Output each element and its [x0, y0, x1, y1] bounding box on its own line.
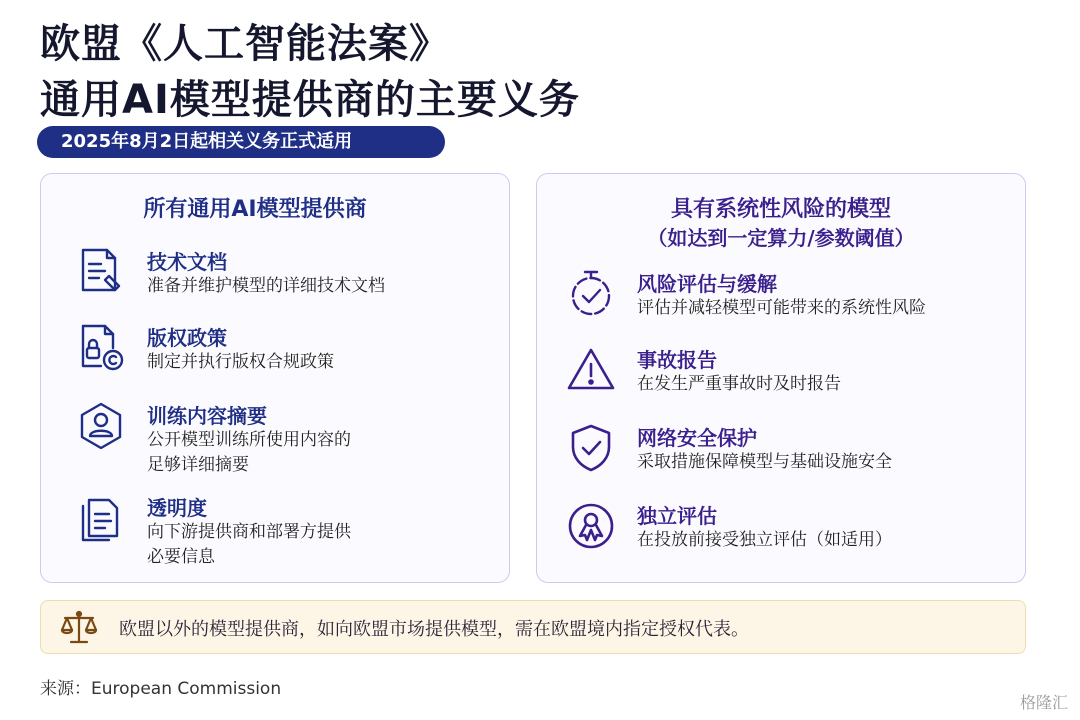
- obligation-title: 技术文档: [147, 250, 227, 274]
- documents-icon: [75, 492, 127, 544]
- obligation-desc: [147, 428, 351, 478]
- panel-subheading: （如达到一定算力/参数阈值）: [647, 226, 915, 250]
- obligation-title: 独立评估: [637, 504, 717, 528]
- user-hexagon-icon: [75, 400, 127, 452]
- document-pen-icon: [75, 246, 127, 298]
- shield-check-icon: [565, 422, 617, 474]
- obligation-title: 透明度: [147, 496, 207, 520]
- obligation-desc: 在发生严重事故时及时报告: [637, 374, 841, 394]
- obligation-desc: 采取措施保障模型与基础设施安全: [637, 452, 892, 472]
- obligation-title: 事故报告: [637, 348, 717, 372]
- title-line-2: 通用AI模型提供商的主要义务: [40, 77, 580, 123]
- title-line-1: 欧盟《人工智能法案》: [40, 21, 450, 67]
- watermark-text: 格隆汇: [1019, 693, 1068, 712]
- obligation-desc: 评估并减轻模型可能带来的系统性风险: [637, 298, 926, 318]
- panel-heading: 所有通用AI模型提供商: [143, 197, 367, 222]
- obligation-desc-line: 足够详细摘要: [147, 455, 249, 475]
- obligation-desc: [147, 274, 385, 299]
- obligation-desc-line: 向下游提供商和部署方提供: [147, 522, 351, 542]
- obligation-title: 网络安全保护: [637, 426, 757, 450]
- systemic-risk-panel: [536, 173, 1026, 583]
- effective-date-badge: 2025年8月2日起相关义务正式适用: [37, 126, 445, 158]
- scales-icon: [59, 609, 99, 647]
- obligation-desc: [147, 520, 351, 570]
- copyright-document-lock-icon: [75, 322, 127, 374]
- risk-gauge-check-icon: [565, 268, 617, 320]
- obligation-desc: [147, 350, 334, 375]
- obligation-desc-line: 制定并执行版权合规政策: [147, 352, 334, 372]
- page-title: [40, 16, 580, 128]
- obligation-title: 训练内容摘要: [147, 404, 267, 428]
- watermark-logo: [1020, 690, 1068, 713]
- general-providers-panel: [40, 173, 510, 583]
- note-text: 欧盟以外的模型提供商，如向欧盟市场提供模型，需在欧盟境内指定授权代表。: [119, 619, 749, 640]
- obligation-desc-line: 公开模型训练所使用内容的: [147, 430, 351, 450]
- source-citation: 来源：European Commission: [40, 679, 282, 699]
- obligation-title: 风险评估与缓解: [637, 272, 777, 296]
- obligation-desc-line: 必要信息: [147, 547, 215, 567]
- authorized-representative-note: [40, 600, 1026, 654]
- panel-heading: 具有系统性风险的模型: [670, 197, 891, 222]
- obligation-title: 版权政策: [147, 326, 227, 350]
- warning-triangle-icon: [565, 344, 617, 396]
- obligation-desc-line: 准备并维护模型的详细技术文档: [147, 276, 385, 296]
- obligation-desc: 在投放前接受独立评估（如适用）: [637, 530, 892, 550]
- award-badge-icon: [565, 500, 617, 552]
